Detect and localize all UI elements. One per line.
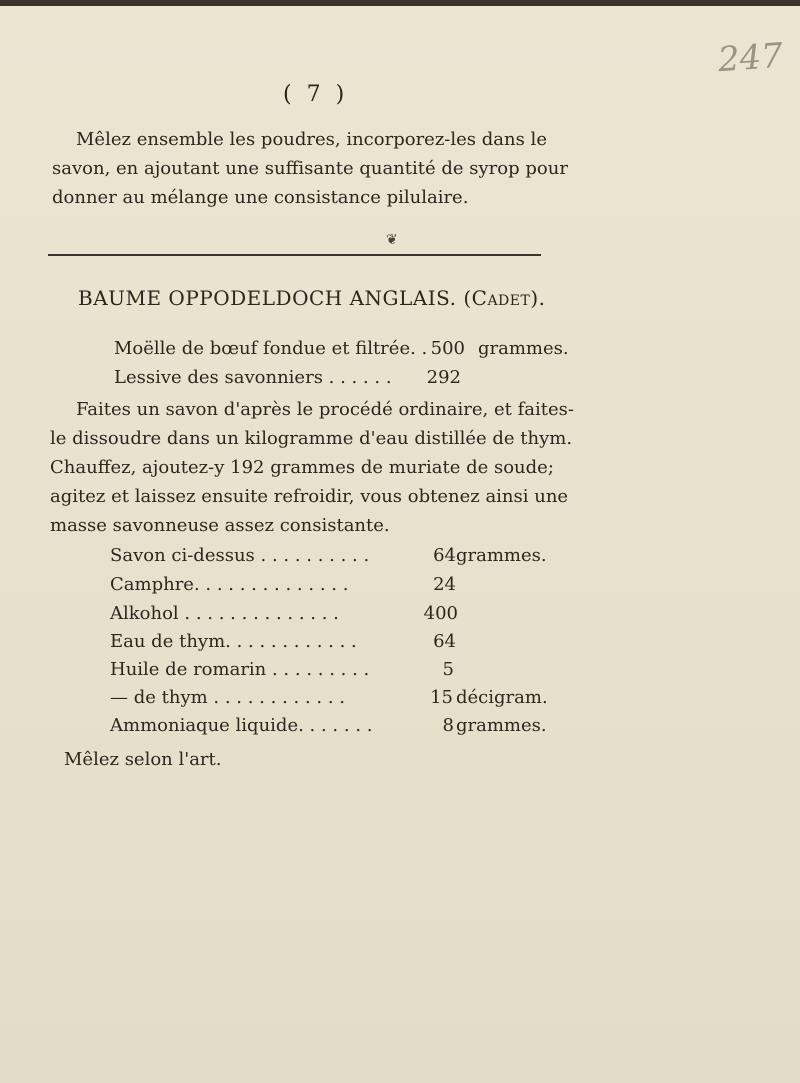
ingredient-row [110,574,456,595]
ingredient-name: Savon ci-dessus . . . . . . . . . . [110,545,370,566]
ingredient-amount: 400 [423,603,458,624]
ingredient-row [110,603,458,624]
ingredient-name: Huile de romarin . . . . . . . . . [110,659,370,680]
ingredient-amount: 500 [430,338,465,359]
ingredient-unit: grammes. [456,715,547,736]
ingredient-name: Ammoniaque liquide. . . . . . . [110,715,373,736]
ingredient-name: Lessive des savonniers . . . . . . [114,367,392,388]
ingredient-amount: 24 [433,574,456,595]
divider-ornament: ❦ [386,232,398,248]
ingredient-row [110,631,456,652]
ingredient-row [110,545,547,566]
intro-line: donner au mélange une consistance pilulaire. [52,187,469,208]
instruction-line: le dissoudre dans un kilogramme d'eau distillée de thym. [50,428,573,449]
intro-line: Mêlez ensemble les poudres, incorporez-les dans le [76,129,547,150]
ingredient-row [114,367,461,388]
ingredient-name: Camphre. . . . . . . . . . . . . . [110,574,349,595]
instruction-line: agitez et laissez ensuite refroidir, vous obtenez ainsi une [50,486,569,507]
ingredient-amount: 64 [433,631,456,652]
ingredient-amount: 15 [430,687,453,708]
ingredient-unit: grammes. [478,338,569,359]
ingredient-amount: 64 [433,545,456,566]
section-title-text: BAUME OPPODELDOCH ANGLAIS. [78,286,457,310]
folio-number: 247 [716,35,785,81]
ingredient-name: Eau de thym. . . . . . . . . . . . [110,631,357,652]
ingredient-name: — de thym . . . . . . . . . . . . [110,687,346,708]
page-top-edge [0,0,800,6]
intro-line: savon, en ajoutant une suffisante quantité de syrop pour [52,158,568,179]
page-number: ( 7 ) [283,82,349,107]
section-attribution: (Cadet). [463,286,546,310]
ingredient-amount: 8 [442,715,454,736]
ingredient-row [110,659,454,680]
instruction-line: masse savonneuse assez consistante. [50,515,390,536]
section-divider [48,254,541,256]
ingredient-unit: grammes. [456,545,547,566]
ingredient-unit: décigram. [456,687,548,708]
ingredient-name: Alkohol . . . . . . . . . . . . . . [110,603,339,624]
instruction-line: Faites un savon d'après le procédé ordinaire, et faites- [76,399,574,420]
ingredient-name: Moëlle de bœuf fondue et filtrée. . [114,338,428,359]
instruction-line: Chauffez, ajoutez-y 192 grammes de muriate de soude; [50,457,554,478]
closing-line: Mêlez selon l'art. [64,749,222,770]
ingredient-row [110,715,547,736]
ingredient-row [114,338,569,359]
ingredient-amount: 5 [442,659,454,680]
ingredient-amount: 292 [426,367,461,388]
section-title [78,286,546,310]
ingredient-row [110,687,548,708]
